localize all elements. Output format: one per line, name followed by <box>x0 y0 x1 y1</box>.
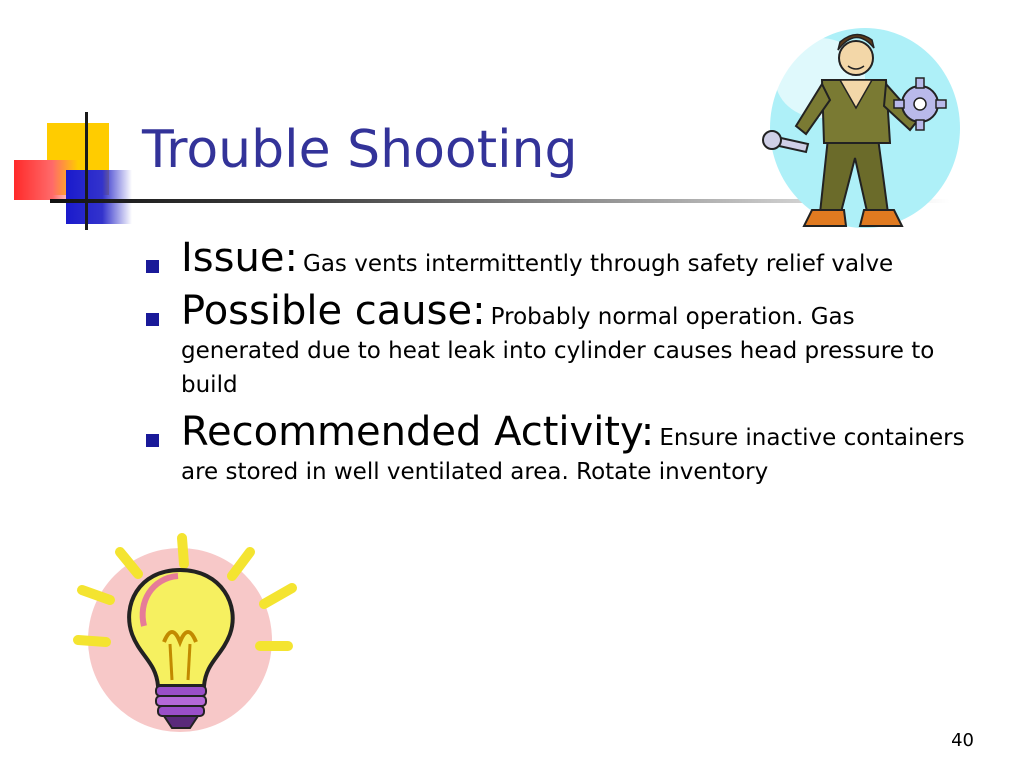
bullet-label: Possible cause: <box>181 288 486 334</box>
bullet-label: Issue: <box>181 235 298 281</box>
page-number: 40 <box>951 730 974 751</box>
bullet-text: Probably normal operation. Gas generated due to heat leak into cylinder causes head pressure to build <box>181 304 935 398</box>
bullet-text: Ensure inactive containers are stored in well ventilated area. Rotate inventory <box>181 425 965 485</box>
decoration-blue-square <box>66 170 132 224</box>
bullet-text: Gas vents intermittently through safety relief valve <box>303 251 894 277</box>
bullet-issue <box>146 235 976 281</box>
bullet-possible-cause <box>146 288 976 402</box>
light-bulb-icon <box>60 530 300 740</box>
bullet-marker <box>146 260 159 273</box>
worker-with-wrench-and-gear-icon <box>760 18 960 233</box>
bullet-marker <box>146 313 159 326</box>
slide-title: Trouble Shooting <box>142 120 578 180</box>
bullet-recommended-activity <box>146 409 976 489</box>
bullet-list <box>146 235 976 499</box>
bullet-marker <box>146 434 159 447</box>
bullet-label: Recommended Activity: <box>181 409 655 455</box>
decoration-vertical-line <box>85 112 88 230</box>
